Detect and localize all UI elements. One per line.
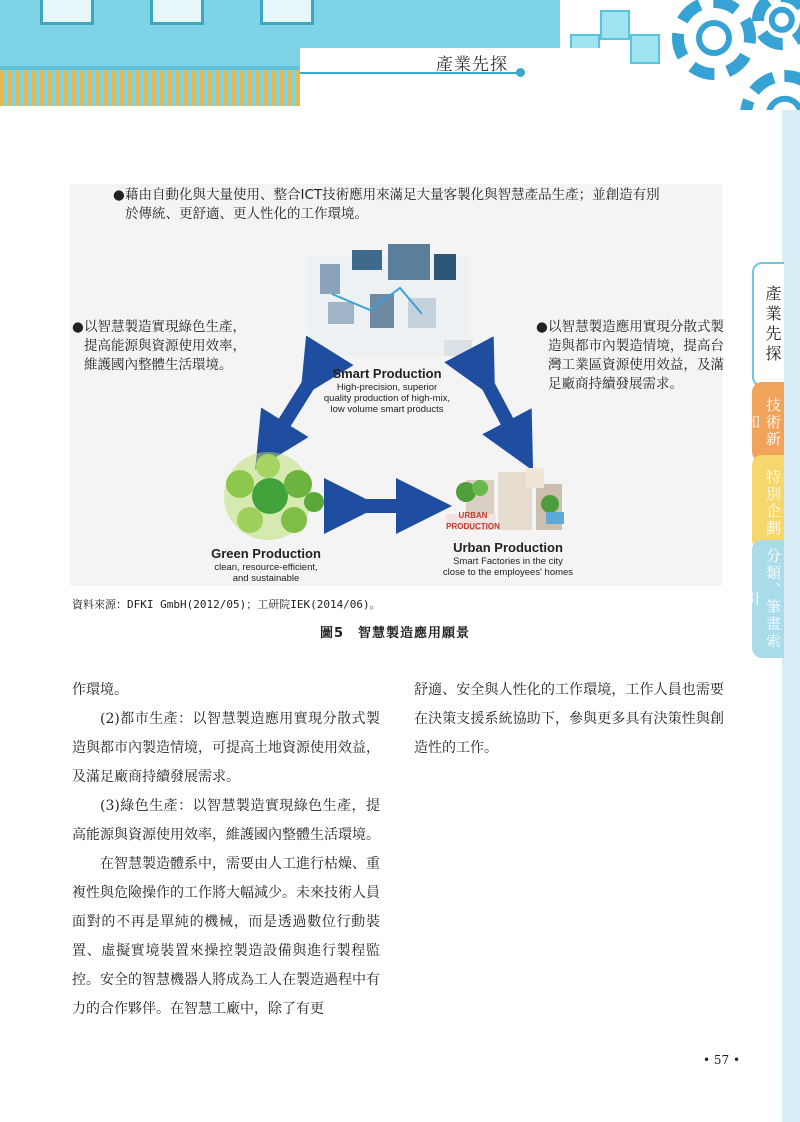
header-chip-icon bbox=[40, 0, 94, 25]
figure-smart-manufacturing bbox=[70, 184, 722, 586]
figure-source: 資料來源：DFKI GmbH(2012/05)；工研院IEK(2014/06)。 bbox=[72, 598, 381, 611]
green-production-illustration bbox=[224, 452, 324, 540]
urban-production-desc: Smart Factories in the city close to the employees' homes bbox=[442, 556, 574, 578]
body-paragraph: 舒適、安全與人性化的工作環境，工作人員也需要在決策支援系統協助下，參與更多具有決策性與創造性的工作。 bbox=[414, 682, 724, 756]
header-cube-icon bbox=[630, 34, 660, 64]
figure-left-bullet: ● 以智慧製造實現綠色生產，提高能源與資源使用效率，維護國內整體生活環境。 bbox=[72, 319, 246, 373]
body-right-column bbox=[414, 676, 724, 763]
tab-special-feature[interactable]: 特別企劃 bbox=[752, 455, 784, 550]
bullet-icon: ● bbox=[536, 319, 548, 335]
header-chip-icon bbox=[260, 0, 314, 25]
body-paragraph: (2)都市生產：以智慧製造應用實現分散式製造與都市內製造情境，可提高土地資源使用效益，及滿足廠商持續發展需求。 bbox=[72, 711, 380, 785]
urban-production-title: Urban Production bbox=[453, 540, 563, 555]
header-chip-icon bbox=[150, 0, 204, 25]
figure-caption: 圖5 智慧製造應用願景 bbox=[320, 626, 471, 641]
bullet-icon: ● bbox=[113, 187, 125, 203]
green-production-desc: clean, resource-efficient, and sustainable bbox=[214, 562, 318, 584]
header-rule-dot bbox=[516, 68, 525, 77]
body-paragraph: 作環境。 bbox=[72, 682, 128, 698]
page-number: • 57 • bbox=[703, 1053, 741, 1067]
urban-sign-text: URBAN PRODUCTION bbox=[446, 511, 500, 531]
page-header bbox=[0, 0, 800, 110]
body-left-column bbox=[72, 676, 380, 1024]
header-chip-pins bbox=[0, 70, 300, 106]
tab-industry-outlook[interactable]: 產業先探 bbox=[752, 262, 784, 387]
smart-production-desc: High-precision, superior quality production of high-mix, low volume smart products bbox=[323, 382, 451, 415]
gear-icon bbox=[740, 70, 800, 110]
figure-right-bullet: ● 以智慧製造應用實現分散式製造與都市內製造情境，提高台灣工業區資源使用效益，及滿足廠商持續發展需求。 bbox=[536, 319, 724, 392]
arrow-smart-urban bbox=[482, 374, 520, 446]
side-rail bbox=[782, 110, 800, 1122]
gear-icon bbox=[672, 0, 756, 80]
smart-production-title: Smart Production bbox=[332, 366, 442, 381]
factory-illustration bbox=[308, 244, 472, 356]
header-cube-icon bbox=[600, 10, 630, 40]
figure-top-bullet: ● 藉由自動化與大量使用、整合ICT技術應用來滿足大量客製化與智慧產品生產；並創造有別於傳統、更舒適、更人性化的工作環境。 bbox=[113, 187, 660, 222]
page-section-title: 產業先探 bbox=[436, 55, 508, 75]
body-paragraph: 在智慧製造體系中，需要由人工進行枯燥、重複性與危險操作的工作將大幅減少。未來技術人員面對的不再是單純的機械，而是透過數位行動裝置、虛擬實境裝置來操控製造設備與進行製程監控。安全的智慧機器人將成為工人在製造過程中有力的合作夥伴。在智慧工廠中，除了有更 bbox=[72, 856, 380, 1017]
body-paragraph: (3)綠色生產：以智慧製造實現綠色生產，提高能源與資源使用效率，維護國內整體生活環境。 bbox=[72, 798, 380, 843]
tab-index[interactable]: 分類、筆畫索引 bbox=[752, 540, 784, 658]
green-production-title: Green Production bbox=[211, 546, 321, 561]
bullet-icon: ● bbox=[72, 319, 84, 335]
gear-icon bbox=[752, 0, 800, 50]
tab-technology-news[interactable]: 技術新知 bbox=[752, 382, 784, 462]
